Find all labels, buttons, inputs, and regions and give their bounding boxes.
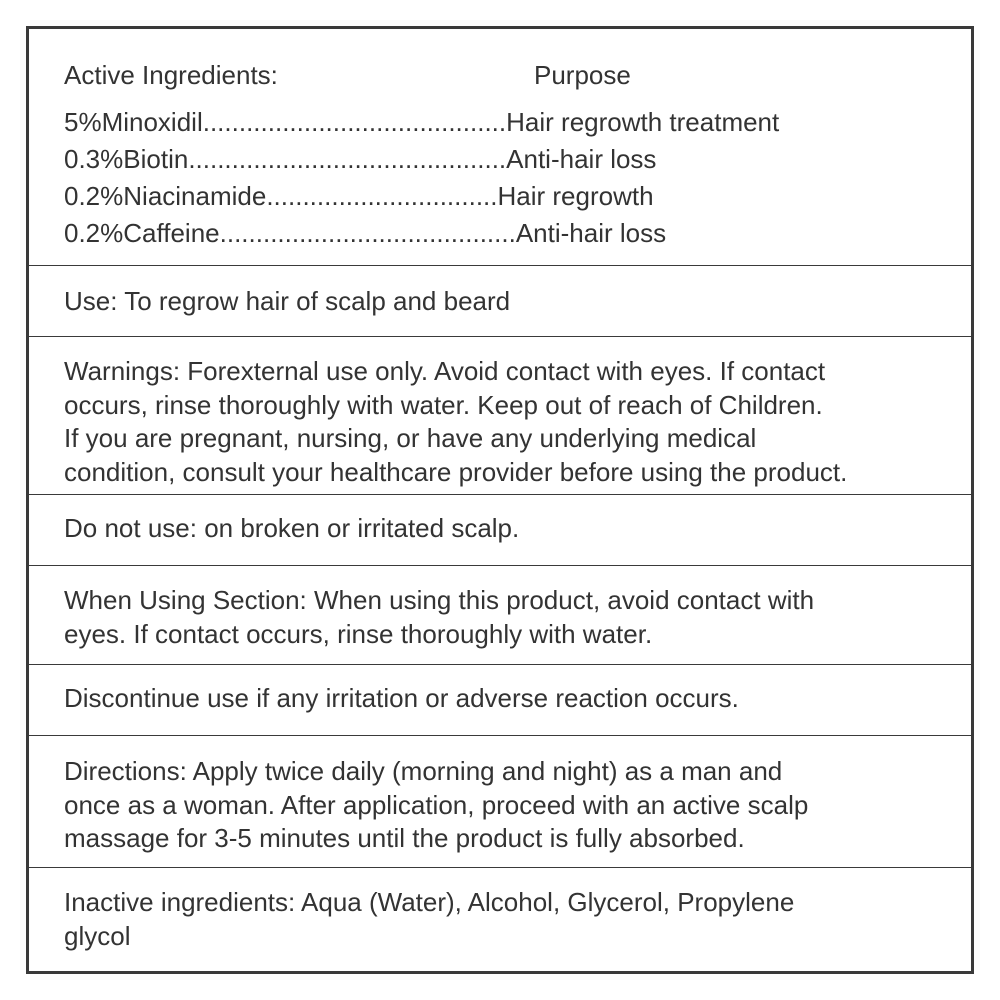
inactive-ingredients-line: Inactive ingredients: Aqua (Water), Alcohol, Glycerol, Propylene <box>64 887 795 917</box>
warnings-line: Warnings: Forexternal use only. Avoid contact with eyes. If contact <box>64 356 826 386</box>
ingredient-purpose: Hair regrowth <box>497 181 654 211</box>
drug-facts-label <box>26 26 974 974</box>
use-text: Use: To regrow hair of scalp and beard <box>64 286 511 316</box>
warnings-line: If you are pregnant, nursing, or have any underlying medical <box>64 423 757 453</box>
directions-line: massage for 3-5 minutes until the product is fully absorbed. <box>64 823 745 853</box>
inactive-ingredients-section <box>29 886 971 953</box>
ingredient-purpose: Anti-hair loss <box>506 144 657 174</box>
section-divider <box>29 867 971 868</box>
ingredient-row <box>64 179 654 213</box>
when-using-line: eyes. If contact occurs, rinse thoroughly with water. <box>64 618 653 649</box>
when-using-section <box>29 584 971 651</box>
purpose-title: Purpose <box>534 60 631 90</box>
ingredient-name: 5%Minoxidil <box>64 107 203 137</box>
ingredient-row <box>64 105 779 139</box>
ingredient-row <box>64 142 656 176</box>
active-ingredients-header <box>64 58 944 92</box>
section-divider <box>29 336 971 337</box>
when-using-line: When Using Section: When using this product, avoid contact with <box>64 585 815 615</box>
ingredient-purpose: Anti-hair loss <box>515 218 667 248</box>
directions-line: Directions: Apply twice daily (morning and night) as a man and <box>64 756 783 786</box>
ingredient-leader-dots: ................................ <box>266 181 498 211</box>
ingredient-purpose: Hair regrowth treatment <box>506 107 780 137</box>
ingredient-row <box>64 216 666 250</box>
ingredient-name: 0.2%Caffeine <box>64 218 220 248</box>
section-divider <box>29 664 971 665</box>
section-divider <box>29 735 971 736</box>
warnings-section <box>29 355 971 489</box>
do-not-use-section <box>29 512 971 546</box>
active-ingredients-title: Active Ingredients: <box>64 60 278 90</box>
ingredient-leader-dots: ............................................ <box>188 144 507 174</box>
inactive-ingredients-line: glycol <box>64 920 131 951</box>
ingredient-name: 0.2%Niacinamide <box>64 181 267 211</box>
section-divider <box>29 565 971 566</box>
ingredient-leader-dots: ......................................... <box>219 218 516 248</box>
discontinue-text: Discontinue use if any irritation or adverse reaction occurs. <box>64 683 739 713</box>
section-divider <box>29 265 971 266</box>
ingredient-leader-dots: .......................................... <box>202 107 507 137</box>
do-not-use-text: Do not use: on broken or irritated scalp. <box>64 513 520 543</box>
section-divider <box>29 494 971 495</box>
use-section <box>29 285 971 319</box>
discontinue-section <box>29 682 971 716</box>
directions-line: once as a woman. After application, proceed with an active scalp <box>64 789 809 820</box>
ingredient-name: 0.3%Biotin <box>64 144 189 174</box>
directions-section <box>29 755 971 856</box>
warnings-line: occurs, rinse thoroughly with water. Keep out of reach of Children. <box>64 389 823 420</box>
warnings-line: condition, consult your healthcare provider before using the product. <box>64 456 848 487</box>
